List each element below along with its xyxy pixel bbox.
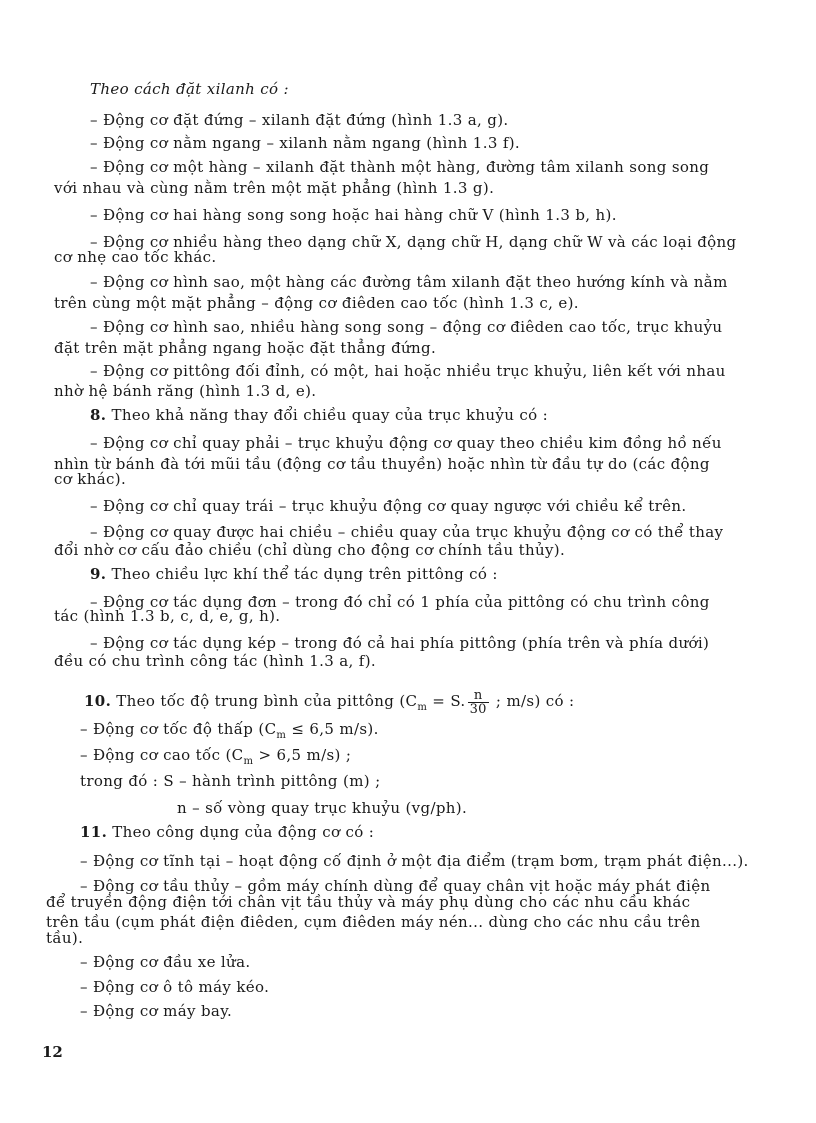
list-item-text: – Động cơ tốc độ thấp (C [80, 720, 277, 738]
definition-line: n – số vòng quay trục khuỷu (vg/ph). [177, 799, 468, 817]
subscript-m: m [417, 702, 428, 713]
list-item-cont: cơ khác). [54, 470, 127, 488]
fraction [468, 689, 489, 716]
section-number: 8. [90, 406, 107, 424]
list-item: – Động cơ tĩnh tại – hoạt động cố định ở một địa điểm (trạm bơm, trạm phát điện...). [80, 852, 749, 870]
list-item-cont: tác (hình 1.3 b, c, d, e, g, h). [54, 607, 281, 625]
section-title: Theo khả năng thay đổi chiều quay của trục khuỷu có : [111, 406, 549, 424]
list-item: – Động cơ hình sao, một hàng các đường tâm xilanh đặt theo hướng kính và nằm [90, 273, 728, 291]
list-item: – Động cơ chỉ quay trái – trục khuỷu động cơ quay ngược với chiều kể trên. [90, 497, 687, 515]
list-item-text: > 6,5 m/s) ; [253, 746, 352, 764]
list-item-cont: nhìn từ bánh đà tới mũi tầu (động cơ tầu thuyền) hoặc nhìn từ đầu tự do (các động [54, 455, 710, 473]
section-title: Theo công dụng của động cơ có : [112, 823, 375, 841]
section-8-heading [90, 406, 548, 424]
list-item: – Động cơ tác dụng đơn – trong đó chỉ có 1 phía của pittông có chu trình công [90, 593, 710, 611]
list-item: – Động cơ tầu thủy – gồm máy chính dùng để quay chân vịt hoặc máy phát điện [80, 877, 711, 895]
list-item: – Động cơ nằm ngang – xilanh nằm ngang (hình 1.3 f). [90, 134, 521, 152]
subscript-m: m [243, 756, 254, 767]
list-item: – Động cơ hình sao, nhiều hàng song song – động cơ điêden cao tốc, trục khuỷu [90, 318, 723, 336]
subscript-m: m [276, 730, 287, 741]
list-item [80, 746, 351, 771]
list-item: – Động cơ ô tô máy kéo. [80, 978, 270, 996]
list-item-text: ≤ 6,5 m/s). [286, 720, 379, 738]
list-item: – Động cơ hai hàng song song hoặc hai hàng chữ V (hình 1.3 b, h). [90, 206, 617, 224]
list-item: – Động cơ đầu xe lửa. [80, 953, 251, 971]
section-number: 11. [80, 823, 108, 841]
list-item: – Động cơ một hàng – xilanh đặt thành một hàng, đường tâm xilanh song song [90, 158, 710, 176]
list-item-cont: đổi nhờ cơ cấu đảo chiều (chỉ dùng cho động cơ chính tầu thủy). [54, 541, 566, 559]
section-number: 9. [90, 565, 107, 583]
list-item-cont: với nhau và cùng nằm trên một mặt phẳng (hình 1.3 g). [54, 179, 495, 197]
list-item-cont: đều có chu trình công tác (hình 1.3 a, f). [54, 652, 377, 670]
section-10-heading [84, 686, 574, 723]
formula-tail: ; m/s) có : [490, 692, 575, 710]
list-item: – Động cơ nhiều hàng theo dạng chữ X, dạng chữ H, dạng chữ W và các loại động [90, 233, 737, 251]
section-11-heading [80, 823, 374, 841]
list-item: – Động cơ máy bay. [80, 1002, 233, 1020]
section-9-heading [90, 565, 498, 583]
section-title: Theo tốc độ trung bình của pittông (C [116, 692, 418, 710]
fraction-denominator: 30 [469, 701, 487, 717]
formula-text: = S. [427, 692, 466, 710]
list-item [80, 720, 379, 745]
list-item: – Động cơ pittông đối đỉnh, có một, hai hoặc nhiều trục khuỷu, liên kết với nhau [90, 362, 726, 380]
list-item-cont: nhờ hệ bánh răng (hình 1.3 d, e). [54, 382, 317, 400]
definition-line: trong đó : S – hành trình pittông (m) ; [80, 772, 381, 790]
page-number: 12 [42, 1043, 63, 1061]
list-item-cont: trên tầu (cụm phát điện điêden, cụm điêden máy nén... dùng cho các nhu cầu trên [46, 913, 701, 931]
list-item: – Động cơ đặt đứng – xilanh đặt đứng (hình 1.3 a, g). [90, 111, 509, 129]
list-item: – Động cơ tác dụng kép – trong đó cả hai phía pittông (phía trên và phía dưới) [90, 634, 710, 652]
list-item-cont: để truyền động điện tới chân vịt tầu thủy và máy phụ dùng cho các nhu cầu khác [46, 893, 691, 911]
list-item-cont: cơ nhẹ cao tốc khác. [54, 248, 217, 266]
fraction-numerator: n [468, 689, 489, 703]
list-item-cont: tầu). [46, 929, 84, 947]
list-item-cont: đặt trên mặt phẳng ngang hoặc đặt thẳng đứng. [54, 339, 437, 357]
list-item: – Động cơ quay được hai chiều – chiều quay của trục khuỷu động cơ có thể thay [90, 523, 724, 541]
section-title: Theo chiều lực khí thể tác dụng trên pittông có : [111, 565, 498, 583]
list-item-text: – Động cơ cao tốc (C [80, 746, 244, 764]
list-item-cont: trên cùng một mặt phẳng – động cơ điêden cao tốc (hình 1.3 c, e). [54, 294, 579, 312]
list-item: – Động cơ chỉ quay phải – trục khuỷu động cơ quay theo chiều kim đồng hồ nếu [90, 434, 722, 452]
heading-cylinder-arrangement: Theo cách đặt xilanh có : [90, 80, 289, 98]
section-number: 10. [84, 692, 112, 710]
